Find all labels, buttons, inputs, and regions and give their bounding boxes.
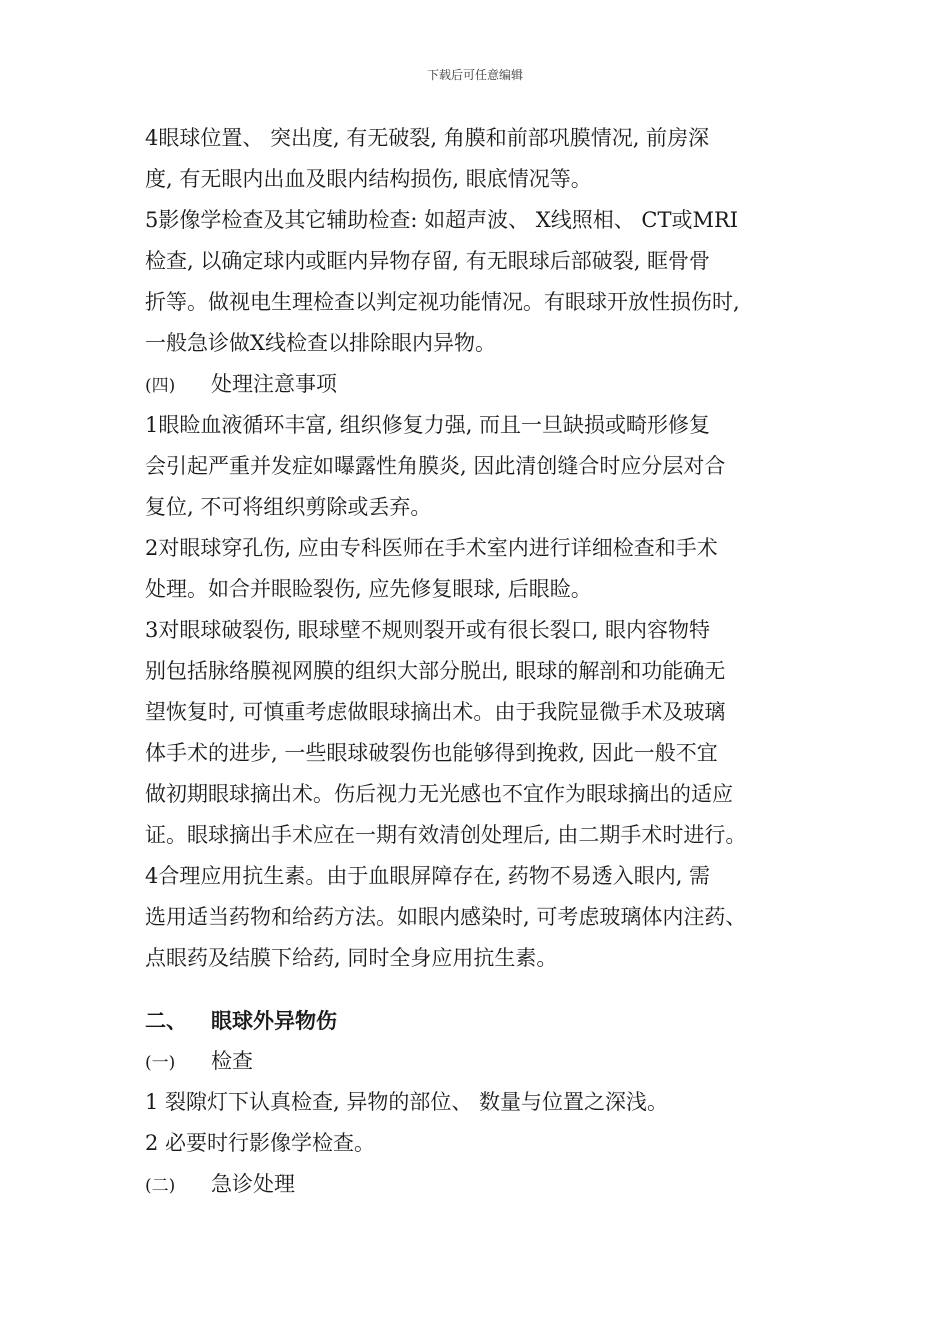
paragraph-line: 证。眼球摘出手术应在一期有效清创处理后, 由二期手术时进行。 [145,823,747,847]
paragraph-line: 4眼球位置、 突出度, 有无破裂, 角膜和前部巩膜情况, 前房深 [145,126,710,150]
section-gap [145,979,835,1000]
header-note: 下载后可任意编辑 [426,68,523,82]
paragraph-line: 体手术的进步, 一些眼球破裂伤也能够得到挽救, 因此一般不宜 [145,741,718,765]
paragraph-line: 5影像学检查及其它辅助检查: 如超声波、 X线照相、 CT或MRI [145,208,739,232]
section-subheading [145,364,835,405]
subheading-text: 处理注意事项 [211,372,337,396]
paragraph-line: 别包括脉络膜视网膜的组织大部分脱出, 眼球的解剖和功能确无 [145,659,726,683]
paragraph-line: 做初期眼球摘出术。伤后视力无光感也不宜作为眼球摘出的适应 [145,782,733,806]
paragraph-line: 检查, 以确定球内或眶内异物存留, 有无眼球后部破裂, 眶骨骨 [145,249,711,273]
paragraph-line: 会引起严重并发症如曝露性角膜炎, 因此清创缝合时应分层对合 [145,454,726,478]
document-body [145,118,835,1205]
paragraph-line: 选用适当药物和给药方法。如眼内感染时, 可考虑玻璃体内注药、 [145,905,747,929]
subheading-number: (四) [145,376,176,396]
paragraph-line: 一般急诊做X线检查以排除眼内异物。 [145,331,496,355]
section-subheading [145,1164,835,1205]
paragraph-line: 复位, 不可将组织剪除或丢弃。 [145,495,432,519]
paragraph-line: 3对眼球破裂伤, 眼球壁不规则裂开或有很长裂口, 眼内容物特 [145,618,711,642]
paragraph-line: 4合理应用抗生素。由于血眼屏障存在, 药物不易透入眼内, 需 [145,864,711,888]
subheading-text: 检查 [211,1049,253,1073]
subheading-text: 急诊处理 [211,1172,295,1196]
paragraph-line: 点眼药及结膜下给药, 同时全身应用抗生素。 [145,946,558,970]
section-heading [145,1000,835,1041]
paragraph-line: 1 裂隙灯下认真检查, 异物的部位、 数量与位置之深浅。 [145,1090,669,1114]
paragraph-line: 度, 有无眼内出血及眼内结构损伤, 眼底情况等。 [145,167,592,191]
subheading-number: (一) [145,1053,176,1073]
paragraph-line: 望恢复时, 可慎重考虑做眼球摘出术。由于我院显微手术及玻璃 [145,700,726,724]
paragraph-line: 2对眼球穿孔伤, 应由专科医师在手术室内进行详细检查和手术 [145,536,718,560]
heading-number: 二、 [145,1008,187,1033]
subheading-number: (二) [145,1176,176,1196]
heading-text: 眼球外异物伤 [211,1008,337,1033]
paragraph-line: 1眼睑血液循环丰富, 组织修复力强, 而且一旦缺损或畸形修复 [145,413,711,437]
paragraph-line: 折等。做视电生理检查以判定视功能情况。有眼球开放性损伤时, [145,290,740,314]
paragraph-line: 处理。如合并眼睑裂伤, 应先修复眼球, 后眼睑。 [145,577,592,601]
paragraph-line: 2 必要时行影像学检查。 [145,1131,376,1155]
section-subheading [145,1041,835,1082]
